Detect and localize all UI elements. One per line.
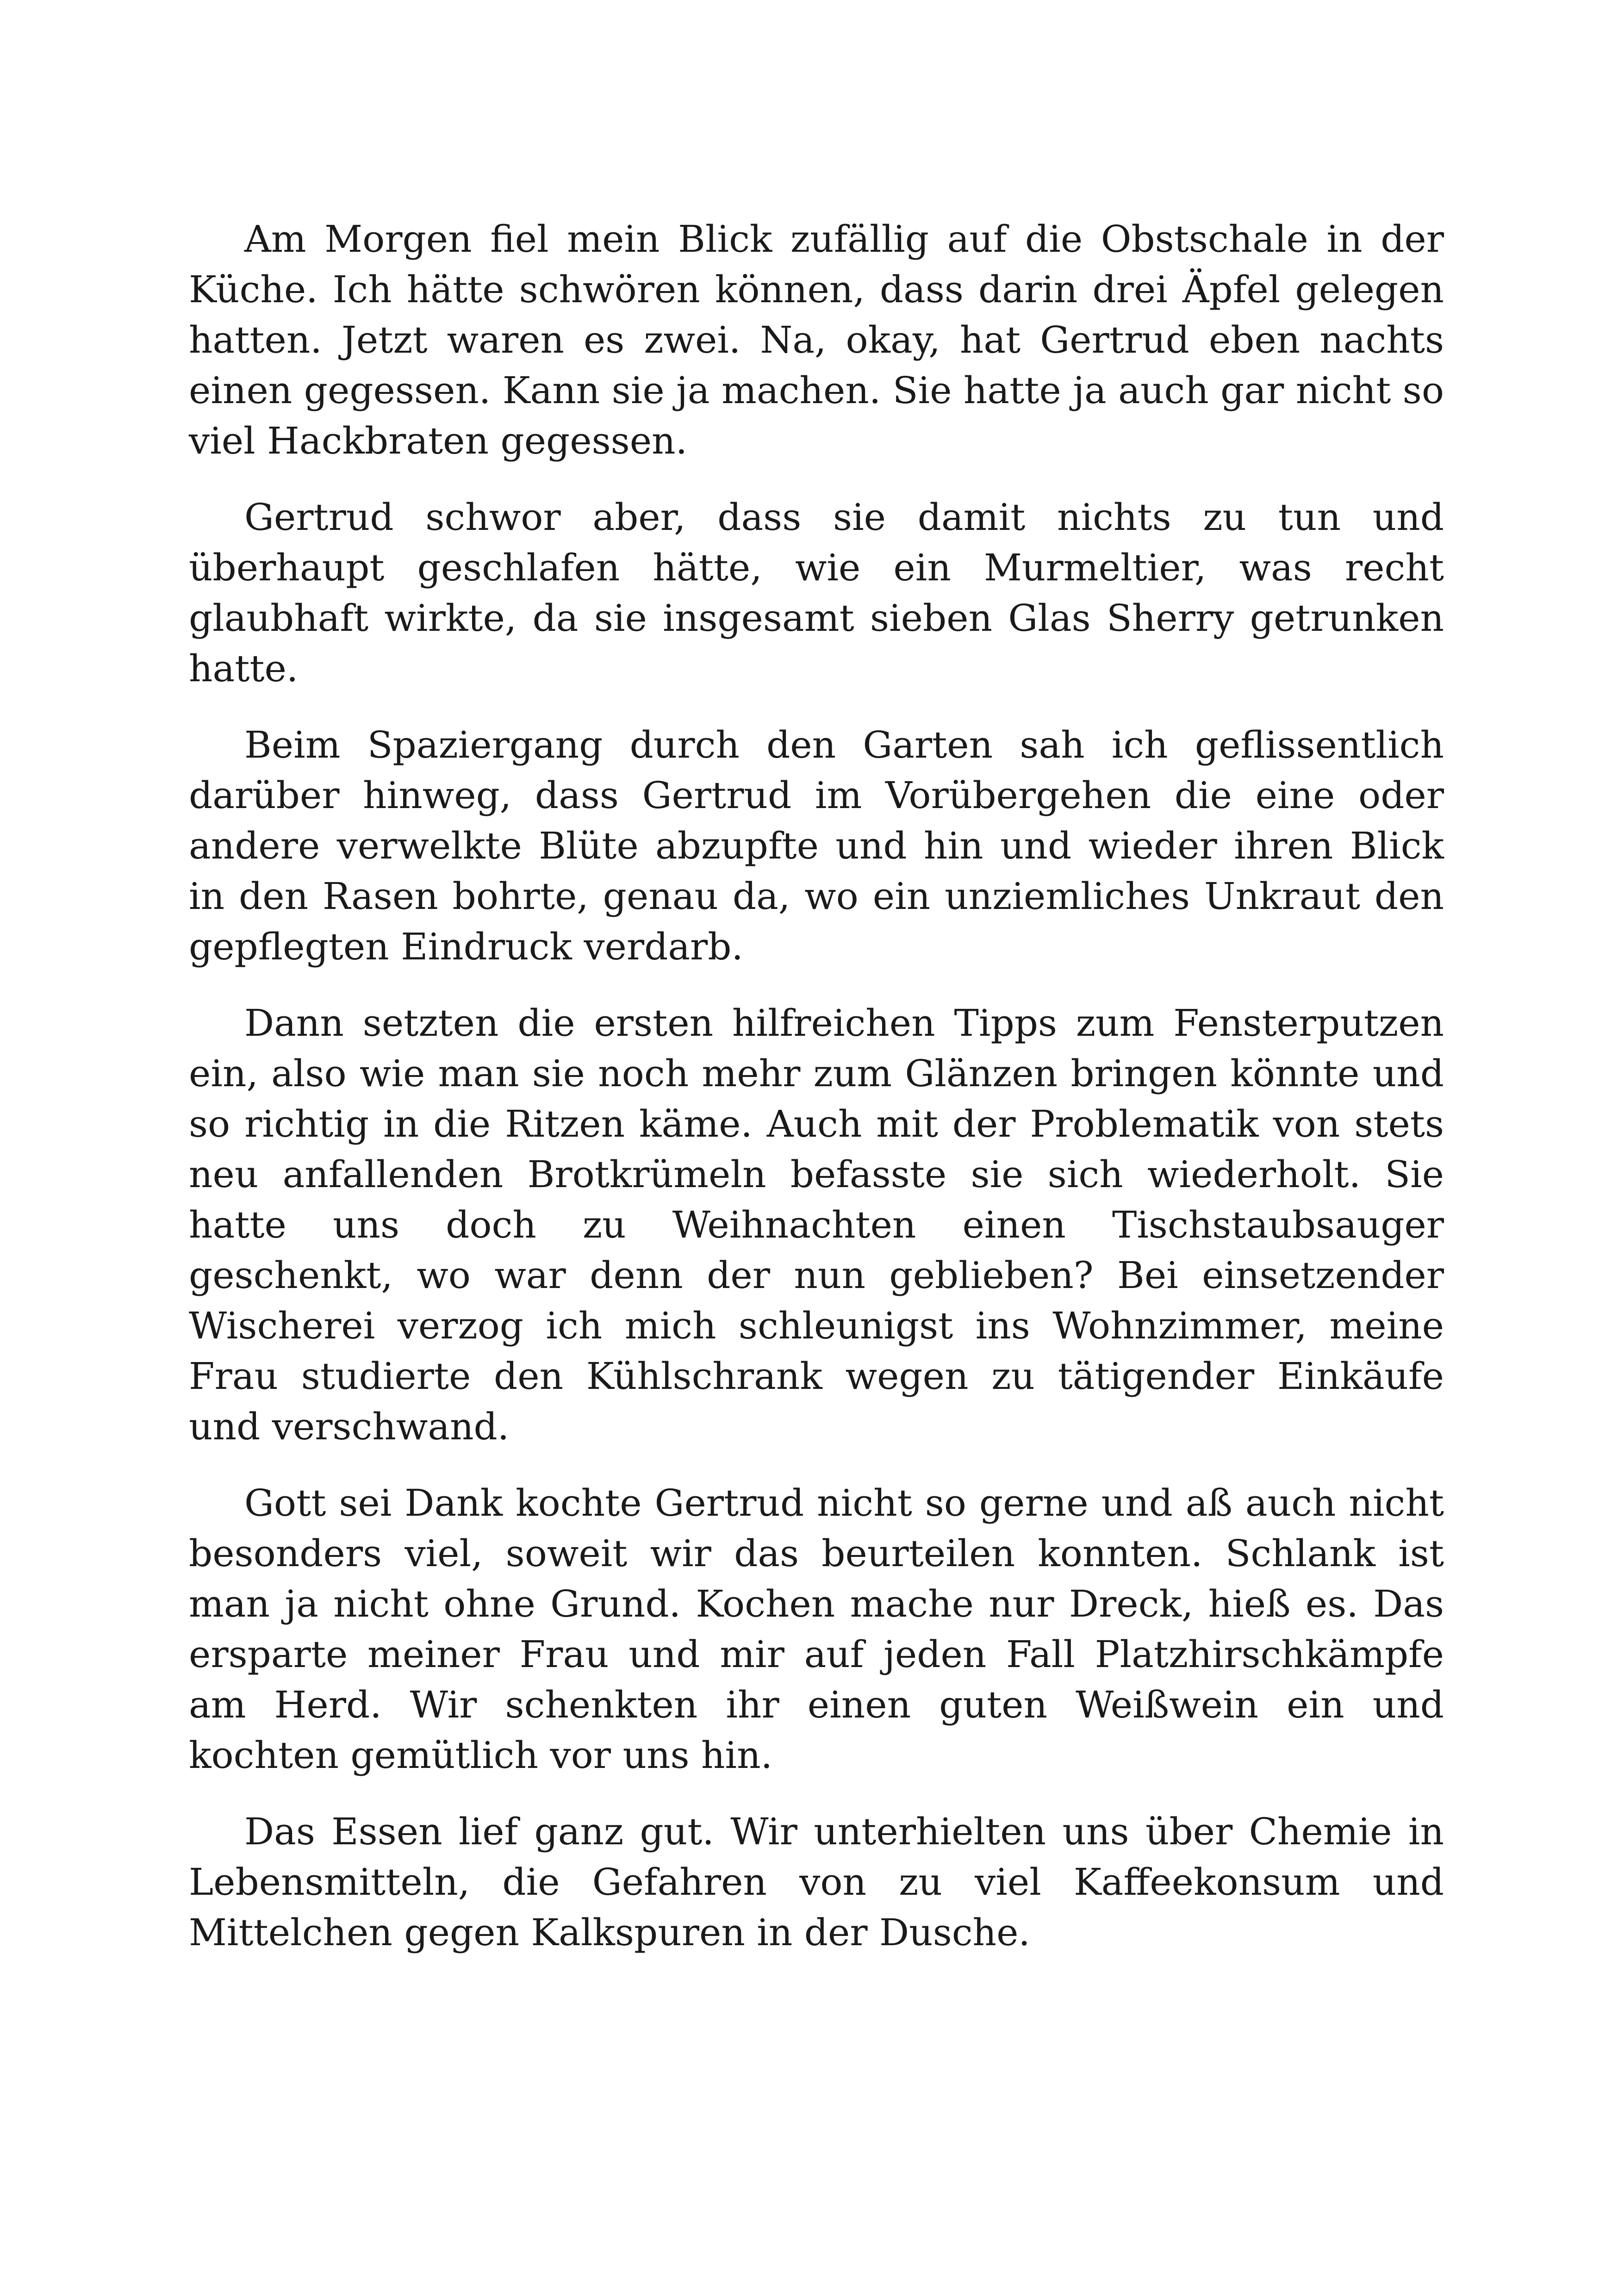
paragraph: Gertrud schwor aber, dass sie damit nichts zu tun und überhaupt geschlafen hätte, wie ein Murmeltier, was recht glaubhaft wirkte, da sie insgesamt sieben Glas Sherry getrunken hatte.	[189, 496, 1444, 690]
paragraph: Gott sei Dank kochte Gertrud nicht so gerne und aß auch nicht besonders viel, soweit wir das beurteilen konnten. Schlank ist man ja nicht ohne Grund. Kochen mache nur Dreck, hieß es. Das ersparte meiner Frau und mir auf jeden Fall Platzhirschkämpfe am Herd. Wir schenkten ihr einen guten Weißwein ein und kochten gemütlich vor uns hin.	[189, 1481, 1444, 1777]
paragraph: Dann setzten die ersten hilfreichen Tipps zum Fensterputzen ein, also wie man sie noch mehr zum Glänzen bringen könnte und so richtig in die Ritzen käme. Auch mit der Problematik von stets neu anfallenden Brotkrümeln befasste sie sich wiederholt. Sie hatte uns doch zu Weihnachten einen Tischstaubsauger geschenkt, wo war denn der nun geblieben? Bei einsetzender Wischerei verzog ich mich schleunigst ins Wohnzimmer, meine Frau studierte den Kühlschrank wegen zu tätigender Einkäufe und verschwand.	[189, 1002, 1444, 1448]
paragraph: Am Morgen fiel mein Blick zufällig auf die Obstschale in der Küche. Ich hätte schwören können, dass darin drei Äpfel gelegen hatten. Jetzt waren es zwei. Na, okay, hat Gertrud eben nachts einen gegessen. Kann sie ja machen. Sie hatte ja auch gar nicht so viel Hackbraten gegessen.	[189, 218, 1444, 462]
paragraph: Beim Spaziergang durch den Garten sah ich geflissentlich darüber hinweg, dass Gertrud im Vorübergehen die eine oder andere verwelkte Blüte abzupfte und hin und wieder ihren Blick in den Rasen bohrte, genau da, wo ein unziemliches Unkraut den gepflegten Eindruck verdarb.	[189, 723, 1444, 968]
body-text	[189, 214, 1444, 1984]
paragraph: Das Essen lief ganz gut. Wir unterhielten uns über Chemie in Lebensmitteln, die Gefahren von zu viel Kaffeekonsum und Mittelchen gegen Kalkspuren in der Dusche.	[189, 1810, 1444, 1954]
